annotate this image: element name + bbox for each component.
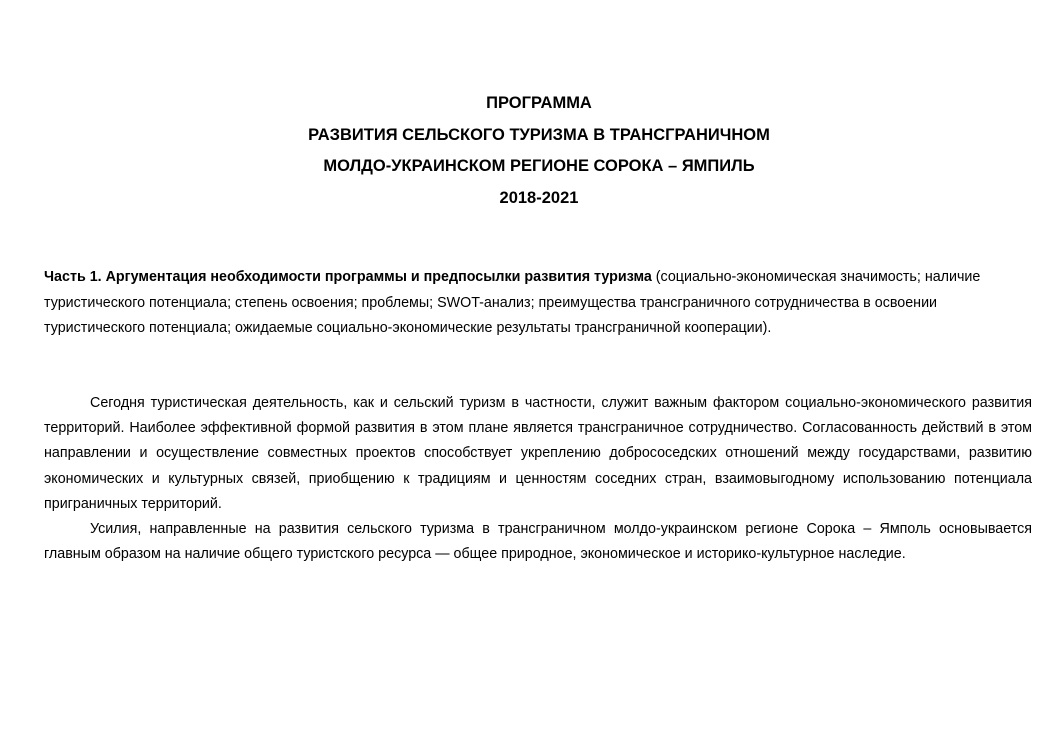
paragraph-1: Сегодня туристическая деятельность, как и сельский туризм в частности, служит важным фактором социально-экономического развития территорий. Наиболее эффективной формой развития в этом плане является трансграничное сотрудничество. Согласованность действий в этом направлении и осуществление совместных проектов способствует укреплению добрососедских отношений между государствами, развитию экономических и культурных связей, приобщению к традициям и ценностям соседних стран, взаимовыгодному использованию потенциала приграничных территорий. <box>44 395 1032 512</box>
title-line-region: МОЛДО-УКРАИНСКОМ РЕГИОНЕ СОРОКА – ЯМПИЛЬ <box>323 157 755 175</box>
paragraph-2: Усилия, направленные на развития сельского туризма в трансграничном молдо-украинском регионе Сорока – Ямполь основывается главным образом на наличие общего туристского ресурса — общее природное, экономическое и историко-культурное наследие. <box>44 521 1032 563</box>
document-title <box>0 88 1058 214</box>
title-line-development: РАЗВИТИЯ СЕЛЬСКОГО ТУРИЗМА В ТРАНСГРАНИЧНОМ <box>308 125 770 144</box>
body-text <box>44 391 1032 567</box>
part-1-intro <box>44 265 994 342</box>
title-line-program: ПРОГРАММА <box>486 94 592 112</box>
title-line-years: 2018-2021 <box>499 188 579 207</box>
part-1-heading: Часть 1. Аргументация необходимости программы и предпосылки развития туризма <box>44 269 652 285</box>
part-1-description: (социально-экономическая значимость; наличие туристического потенциала; степень освоения; проблемы; SWOT-анализ; преимущества трансграничного сотрудничества в освоении туристического потенциала; ожидаемые социально-экономические результаты трансграничной кооперации). <box>44 269 981 336</box>
